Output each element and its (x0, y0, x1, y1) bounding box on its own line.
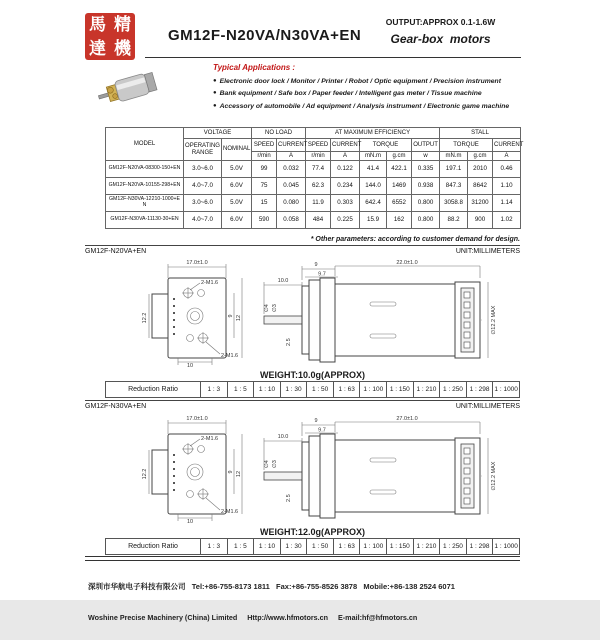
bullet-icon: ● (213, 77, 217, 84)
section-header (85, 403, 520, 410)
spec-value: 77.4 (306, 161, 331, 178)
footer (88, 563, 520, 640)
screw-callout: 2-M1.6 (221, 353, 239, 359)
ratio-value: 1 : 50 (307, 382, 334, 398)
model-name: GM12F-N30VA-11130-30+EN (106, 212, 184, 229)
table-row (106, 195, 521, 212)
spec-value: 6.0V (222, 178, 252, 195)
ratio-value: 1 : 30 (280, 382, 307, 398)
ratio-value: 1 : 10 (254, 382, 281, 398)
header-divider (145, 57, 521, 58)
output-rating: OUTPUT:APPROX 0.1-1.6W (385, 17, 496, 27)
spec-value: 0.335 (412, 161, 440, 178)
spec-value: 15.9 (360, 212, 387, 229)
spec-value: 0.800 (412, 212, 440, 229)
unit-cell: w (412, 152, 440, 161)
dim-label: ∅4 (264, 460, 270, 468)
unit-cell: A (331, 152, 360, 161)
dim-label: 12 (236, 314, 242, 322)
ratio-value: 1 : 50 (307, 539, 334, 555)
spec-value: 5.0V (222, 161, 252, 178)
logo-char: 馬 (89, 15, 106, 35)
group-header-max-efficiency: AT MAXIMUM EFFICIENCY (306, 128, 440, 139)
dim-label: ∅3 (272, 304, 278, 312)
spec-value: 1.14 (493, 195, 521, 212)
application-text: Electronic door lock / Monitor / Printer / Robot / Optic equipment / Precision instrument (219, 77, 501, 85)
spec-value: 0.045 (277, 178, 306, 195)
dim-label: 9.7 (318, 427, 326, 434)
spec-value: 1469 (387, 178, 412, 195)
header-right (358, 17, 523, 46)
col-header-current: CURRENT (277, 139, 306, 152)
spec-value: 31200 (468, 195, 493, 212)
spec-value: 75 (252, 178, 277, 195)
spec-value: 484 (306, 212, 331, 229)
spec-value: 900 (468, 212, 493, 229)
dim-label: 9 (314, 418, 318, 424)
drawing-model-label: GM12F-N30VA+EN (85, 403, 147, 410)
dim-label: 12 (236, 470, 242, 478)
col-header-speed: SPEED (306, 139, 331, 152)
dim-label: 17.0±1.0 (186, 260, 208, 266)
ratio-value: 1 : 210 (413, 539, 440, 555)
col-header-torque: TORQUE (360, 139, 412, 152)
ratio-value: 1 : 1000 (493, 539, 520, 555)
unit-cell: mN.m (440, 152, 468, 161)
footer-divider (85, 556, 520, 557)
ratio-value: 1 : 5 (227, 382, 254, 398)
specification-table (105, 127, 524, 229)
reduction-ratio-table-n20 (105, 381, 520, 398)
ratio-value: 1 : 1000 (493, 382, 520, 398)
spec-value: 0.122 (331, 161, 360, 178)
motor-product-photo (92, 64, 166, 116)
spec-value: 0.938 (412, 178, 440, 195)
dim-label: 2.5 (286, 494, 292, 502)
bullet-icon: ● (213, 102, 217, 109)
product-category: Gear-box motors (390, 32, 491, 46)
company-web-line: Woshine Precise Machinery (China) Limited Http://www.hfmotors.cn E-mail:hf@hfmotors.cn (88, 613, 418, 622)
spec-value: 11.9 (306, 195, 331, 212)
ratio-value: 1 : 210 (413, 382, 440, 398)
spec-value: 5.0V (222, 195, 252, 212)
spec-value: 4.0~7.0 (184, 178, 222, 195)
spec-value: 62.3 (306, 178, 331, 195)
ratio-value: 1 : 63 (333, 382, 360, 398)
unit-cell: r/min (306, 152, 331, 161)
weight-label: WEIGHT:10.0g(APPROX) (259, 370, 365, 380)
application-item (213, 103, 523, 110)
ratio-row-label: Reduction Ratio (106, 539, 201, 555)
dim-label: 12.2 (142, 312, 148, 324)
ratio-value: 1 : 298 (466, 382, 493, 398)
spec-value: 0.46 (493, 161, 521, 178)
group-header-stall: STALL (440, 128, 521, 139)
dim-label: 9 (228, 470, 234, 474)
group-header-voltage: VOLTAGE (184, 128, 252, 139)
logo-char: 達 (89, 38, 106, 58)
dim-label: 9.7 (318, 271, 326, 278)
dim-label: ∅12.2 MAX (491, 461, 497, 491)
col-header-current: CURRENT (331, 139, 360, 152)
spec-value: 3.0~6.0 (184, 161, 222, 178)
logo-char: 精 (114, 15, 131, 35)
brand-seal-logo (85, 13, 135, 60)
col-header-output: OUTPUT (412, 139, 440, 152)
ratio-value: 1 : 30 (280, 539, 307, 555)
unit-cell: g.cm (387, 152, 412, 161)
dim-label: ∅3 (272, 460, 278, 468)
spec-value: 0.080 (277, 195, 306, 212)
spec-value: 847.3 (440, 178, 468, 195)
dim-label: 12.2 (142, 468, 148, 480)
col-header-speed: SPEED (252, 139, 277, 152)
typical-applications (213, 63, 523, 110)
bullet-icon: ● (213, 90, 217, 96)
spec-value: 15 (252, 195, 277, 212)
footer-divider (85, 560, 520, 561)
section-divider (85, 400, 520, 401)
design-note: * Other parameters: according to customer demand for design. (310, 236, 520, 243)
spec-value: 6.0V (222, 212, 252, 229)
spec-value: 41.4 (360, 161, 387, 178)
ratio-value: 1 : 63 (333, 539, 360, 555)
spec-value: 0.032 (277, 161, 306, 178)
weight-label: WEIGHT:12.0g(APPROX) (259, 527, 365, 537)
unit-label: UNIT:MILLIMETERS (455, 248, 520, 255)
spec-value: 99 (252, 161, 277, 178)
application-text: Accessory of automobile / Ad equipment / Analysis instrument / Electronic game machine (219, 102, 510, 110)
unit-cell: g.cm (468, 152, 493, 161)
spec-value: 8642 (468, 178, 493, 195)
spec-value: 88.2 (440, 212, 468, 229)
side-view-drawing-n20 (262, 256, 500, 368)
col-header-nominal: NOMINAL (222, 139, 252, 161)
col-header-operating-range: OPERATING RANGE (184, 139, 222, 161)
ratio-value: 1 : 5 (227, 539, 254, 555)
screw-callout: 2-M1.6 (221, 509, 239, 515)
ratio-value: 1 : 150 (387, 382, 414, 398)
dim-label: 10 (186, 519, 194, 525)
dim-label: 2.5 (286, 338, 292, 346)
spec-value: 3058.8 (440, 195, 468, 212)
spec-value: 3.0~6.0 (184, 195, 222, 212)
spec-value: 144.0 (360, 178, 387, 195)
table-row (106, 161, 521, 178)
unit-cell: mN.m (360, 152, 387, 161)
dim-label: 10 (186, 363, 194, 369)
application-text: Bank equipment / Safe box / Paper feeder / Intelligent gas meter / Tissue machine (219, 90, 482, 97)
ratio-value: 1 : 100 (360, 382, 387, 398)
spec-value: 2010 (468, 161, 493, 178)
spec-value: 590 (252, 212, 277, 229)
page-title: GM12F-N20VA/N30VA+EN (168, 27, 362, 44)
ratio-value: 1 : 3 (201, 382, 228, 398)
dim-label: 9 (228, 314, 234, 318)
front-view-drawing-n20 (140, 256, 260, 368)
ratio-value: 1 : 100 (360, 539, 387, 555)
model-name: GM12F-N20VA-10155-298+EN (106, 178, 184, 195)
table-row (106, 212, 521, 229)
col-header-torque: TORQUE (440, 139, 493, 152)
spec-value: 0.303 (331, 195, 360, 212)
ratio-value: 1 : 150 (387, 539, 414, 555)
side-view-drawing-n30 (262, 412, 500, 524)
application-item (213, 78, 523, 85)
unit-cell: A (277, 152, 306, 161)
spec-value: 6552 (387, 195, 412, 212)
col-header-current: CURRENT (493, 139, 521, 152)
unit-cell: A (493, 152, 521, 161)
applications-heading: Typical Applications : (213, 63, 296, 72)
dim-label: 27.0±1.0 (396, 416, 418, 422)
spec-value: 0.800 (412, 195, 440, 212)
dim-label: 10.0 (277, 278, 289, 284)
table-row (106, 178, 521, 195)
dim-label: 22.0±1.0 (396, 260, 418, 266)
dim-label: 9 (314, 262, 318, 268)
spec-value: 162 (387, 212, 412, 229)
screw-callout: 2-M1.6 (201, 280, 219, 286)
application-item (213, 90, 523, 97)
company-contact-line: 深圳市华航电子科技有限公司 Tel:+86-755-8173 1811 Fax:+86-755-8526 3878 Mobile:+86-138 2524 6071 (88, 582, 455, 591)
spec-value: 0.225 (331, 212, 360, 229)
unit-cell: r/min (252, 152, 277, 161)
spec-value: 0.234 (331, 178, 360, 195)
model-name: GM12F-N20VA-08300-150+EN (106, 161, 184, 178)
spec-value: 422.1 (387, 161, 412, 178)
dim-label: 10.0 (277, 434, 289, 440)
dim-label: 17.0±1.0 (186, 416, 208, 422)
logo-char: 機 (114, 38, 131, 58)
spec-value: 1.10 (493, 178, 521, 195)
dim-label: ∅4 (264, 304, 270, 312)
dim-label: ∅12.2 MAX (491, 305, 497, 335)
spec-value: 197.1 (440, 161, 468, 178)
spec-value: 4.0~7.0 (184, 212, 222, 229)
ratio-value: 1 : 250 (440, 539, 467, 555)
model-name: GM12F-N30VA-12210-1000+EN (106, 195, 184, 212)
ratio-value: 1 : 10 (254, 539, 281, 555)
ratio-value: 1 : 298 (466, 539, 493, 555)
unit-label: UNIT:MILLIMETERS (455, 403, 520, 410)
section-divider (85, 245, 520, 246)
front-view-drawing-n30 (140, 412, 260, 524)
col-header-model: MODEL (106, 128, 184, 161)
screw-callout: 2-M1.6 (201, 436, 219, 442)
ratio-row-label: Reduction Ratio (106, 382, 201, 398)
section-header (85, 248, 520, 255)
spec-value: 1.02 (493, 212, 521, 229)
reduction-ratio-table-n30 (105, 538, 520, 555)
group-header-no-load: NO LOAD (252, 128, 306, 139)
spec-value: 0.058 (277, 212, 306, 229)
ratio-value: 1 : 250 (440, 382, 467, 398)
ratio-value: 1 : 3 (201, 539, 228, 555)
drawing-model-label: GM12F-N20VA+EN (85, 248, 147, 255)
spec-value: 642.4 (360, 195, 387, 212)
